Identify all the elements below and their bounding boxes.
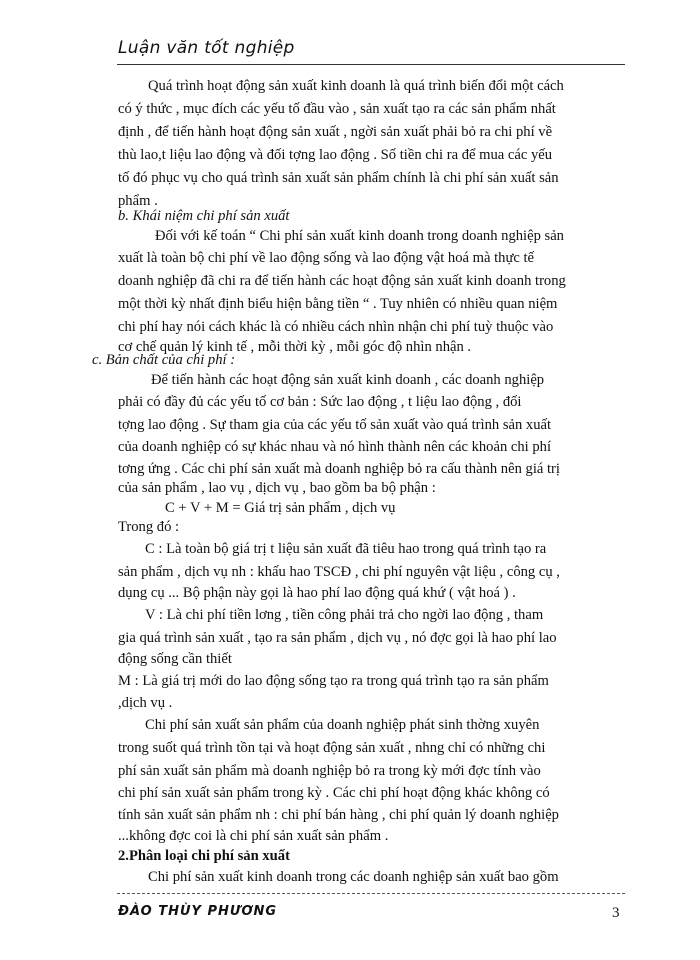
body-line: cơ chế quản lý kinh tế , mỗi thời kỳ , mỗi góc độ nhìn nhận . xyxy=(118,339,472,355)
body-line: Đối với kế toán “ Chi phí sản xuất kinh doanh trong doanh nghiệp sản xyxy=(155,228,564,244)
footer-author: ĐÀO THÙY PHƯƠNG xyxy=(118,904,278,919)
header-divider xyxy=(117,64,625,65)
body-line: trong suốt quá trình tồn tại và hoạt động sản xuất , nhng chỉ có những chi xyxy=(118,740,546,756)
body-line: tố đó phục vụ cho quá trình sản xuất sản phẩm chính là chi phí sản xuất sản xyxy=(118,170,559,186)
body-line: phải có đầy đủ các yếu tố cơ bản : Sức lao động , t liệu lao động , đối xyxy=(118,394,522,410)
formula: C + V + M = Giá trị sản phẩm , dịch vụ xyxy=(165,500,396,516)
body-line: một thời kỳ nhất định biểu hiện bằng tiền “ . Tuy nhiên có nhiều quan niệm xyxy=(118,296,558,312)
subheading-b: b. Khái niệm chi phí sản xuất xyxy=(118,208,290,224)
body-line: tơng ứng . Các chi phí sản xuất mà doanh nghiệp bỏ ra cấu thành nên giá trị xyxy=(118,461,560,477)
body-line: của doanh nghiệp có sự khác nhau và nó hình thành nên các khoản chi phí xyxy=(118,439,552,455)
body-line: Quá trình hoạt động sản xuất kinh doanh là quá trình biến đổi một cách xyxy=(148,78,564,94)
body-line: thù lao,t liệu lao động và đối tợng lao động . Số tiền chi ra để mua các yếu xyxy=(118,147,553,163)
body-line: phẩm . xyxy=(118,193,158,209)
body-line: sản phẩm , dịch vụ nh : khấu hao TSCĐ , chi phí nguyên vật liệu , công cụ , xyxy=(118,564,560,580)
body-line: có ý thức , mục đích các yếu tố đầu vào , sản xuất tạo ra các sản phẩm nhất xyxy=(118,101,556,117)
page-number: 3 xyxy=(612,905,620,921)
body-line: C : Là toàn bộ giá trị t liệu sản xuất đã tiêu hao trong quá trình tạo ra xyxy=(145,541,547,557)
body-line: gia quá trình sản xuất , tạo ra sản phẩm , dịch vụ , nó đợc gọi là hao phí lao xyxy=(118,630,557,646)
header-title: Luận văn tốt nghiệp xyxy=(118,38,295,58)
footer-divider xyxy=(117,893,625,894)
body-line: Chi phí sản xuất sản phẩm của doanh nghiệp phát sinh thờng xuyên xyxy=(145,717,540,733)
subheading-c: c. Bản chất của chi phí : xyxy=(92,352,236,368)
body-line: Để tiến hành các hoạt động sản xuất kinh doanh , các doanh nghiệp xyxy=(151,372,545,388)
body-line: V : Là chi phí tiền lơng , tiền công phải trả cho ngời lao động , tham xyxy=(145,607,544,623)
body-line: chi phí hay nói cách khác là có nhiều cách nhìn nhận chi phí tuỳ thuộc vào xyxy=(118,319,554,335)
body-line: doanh nghiệp đã chi ra để tiến hành các hoạt động sản xuất kinh doanh trong xyxy=(118,273,566,289)
body-line: tợng lao động . Sự tham gia của các yếu tố sản xuất vào quá trình sản xuất xyxy=(118,417,552,433)
body-line: động sống cần thiết xyxy=(118,651,232,667)
body-line: xuất là toàn bộ chi phí về lao động sống và lao động vật hoá mà thực tế xyxy=(118,250,535,266)
body-line: Chi phí sản xuất kinh doanh trong các doanh nghiệp sản xuất bao gồm xyxy=(148,869,559,885)
body-line: M : Là giá trị mới do lao động sống tạo ra trong quá trình tạo ra sản phẩm xyxy=(118,673,549,689)
body-line: chi phí sản xuất sản phẩm trong kỳ . Các chi phí hoạt động khác không có xyxy=(118,785,550,801)
body-line: Trong đó : xyxy=(118,519,180,535)
section-heading: 2.Phân loại chi phí sản xuất xyxy=(118,848,290,864)
body-line: định , để tiến hành hoạt động sản xuất , ngời sản xuất phải bỏ ra chi phí về xyxy=(118,124,553,140)
body-line: ...không đợc coi là chi phí sản xuất sản phẩm . xyxy=(118,828,389,844)
body-line: của sản phẩm , lao vụ , dịch vụ , bao gồm ba bộ phận : xyxy=(118,480,436,496)
body-line: phí sản xuất sản phẩm mà doanh nghiệp bỏ ra trong kỳ mới đợc tính vào xyxy=(118,763,541,779)
body-line: dụng cụ ... Bộ phận này gọi là hao phí lao động quá khứ ( vật hoá ) . xyxy=(118,585,516,601)
body-line: tính sản xuất sản phẩm nh : chi phí bán hàng , chi phí quản lý doanh nghiệp xyxy=(118,807,559,823)
body-line: ,dịch vụ . xyxy=(118,695,173,711)
